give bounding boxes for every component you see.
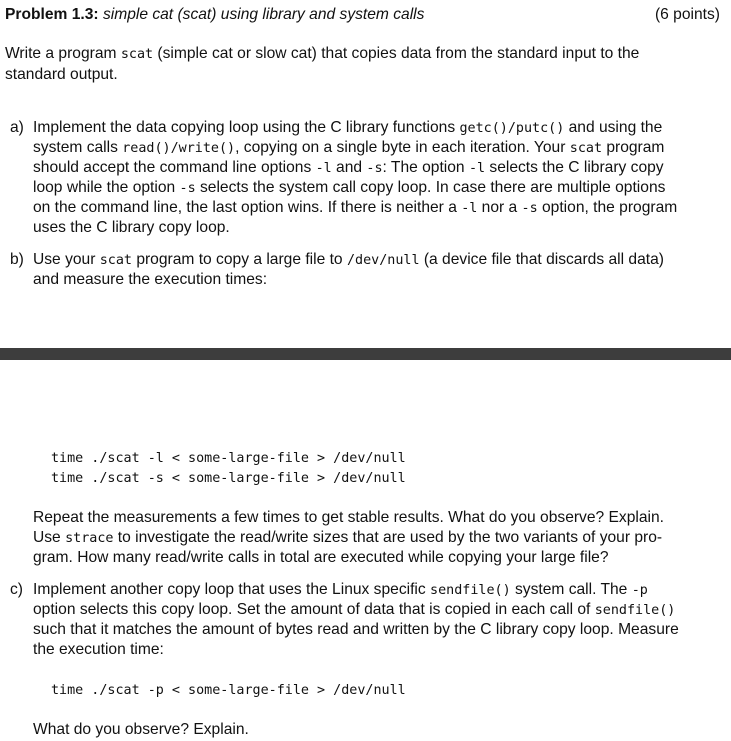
code: /dev/null [346,253,420,268]
text: on the command line, the last option wins. If there is neither a [33,199,462,216]
code: -s [366,161,383,176]
text: selects the system call copy loop. In case there are multiple options [195,179,666,196]
text: to investigate the read/write sizes that are used by the two variants of your pro- [113,529,663,546]
divider-bar [0,348,731,360]
code: strace [65,531,114,546]
problem-header [5,4,720,26]
intro-paragraph [5,44,720,85]
code-line: time ./scat -s < some-large-file > /dev/null [51,471,406,486]
code: -p [631,583,648,598]
text: option, the program [537,199,678,216]
part-a-line [33,138,664,159]
problem-subtitle: simple cat (scat) using library and system calls [102,6,425,23]
code: -l [315,161,332,176]
text: Use [33,529,66,546]
part-c-line: such that it matches the amount of bytes read and written by the C library copy loop. Measure [33,621,679,638]
points-label: (6 points) [654,6,720,23]
code: sendfile() [430,583,511,598]
code-line: time ./scat -l < some-large-file > /dev/null [51,451,406,466]
text: option selects this copy loop. Set the amount of data that is copied in each call of [33,601,595,618]
code: -s [521,201,538,216]
part-c-line [33,580,648,601]
part-b-label: b) [10,251,24,268]
text: (simple cat or slow cat) that copies data from the standard input to the [153,45,640,62]
part-a-line: uses the C library copy loop. [33,219,230,236]
text: nor a [477,199,522,216]
part-b-line [33,528,662,549]
code: scat [99,253,132,268]
text: Write a program [5,45,121,62]
text: program [602,139,665,156]
code: -l [461,201,478,216]
part-c-question: What do you observe? Explain. [33,721,249,738]
intro-line-1 [5,44,720,65]
problem-number: Problem 1.3: [5,6,99,23]
text: Implement another copy loop that uses the Linux specific [33,581,431,598]
code: sendfile() [594,603,676,618]
text: loop while the option [33,179,180,196]
code-line: time ./scat -p < some-large-file > /dev/null [51,683,406,698]
text: , copying on a single byte in each iteration. Your [235,139,570,156]
text: selects the C library copy [485,159,664,176]
code: read()/write() [122,141,236,156]
text: program to copy a large file to [131,251,347,268]
code: scat [569,141,603,156]
code: -s [179,181,196,196]
text: system calls [33,139,123,156]
part-c-line: the execution time: [33,641,164,658]
problem-title [5,6,424,23]
part-a-line [33,158,664,179]
part-a-line [33,118,662,139]
text: and [331,159,367,176]
text: and using the [564,119,663,136]
code: -l [468,161,486,176]
intro-line-2: standard output. [5,66,118,83]
text: Use your [33,251,100,268]
text: (a device file that discards all data) [419,251,664,268]
part-b-line [33,250,664,271]
text: system call. The [510,581,632,598]
text: : The option [382,159,469,176]
text: should accept the command line options [33,159,316,176]
part-c-line [33,600,675,621]
part-b-line: and measure the execution times: [33,271,268,288]
part-b-line: Repeat the measurements a few times to get stable results. What do you observe? Explain. [33,509,665,526]
part-a-line [33,178,665,199]
part-a-line [33,198,677,219]
code: scat [120,47,154,62]
code: getc()/putc() [459,121,565,136]
text: Implement the data copying loop using the C library functions [33,119,460,136]
part-a-label: a) [10,119,24,136]
part-c-label: c) [10,581,23,598]
part-b-line: gram. How many read/write calls in total are executed while copying your large file? [33,549,609,566]
